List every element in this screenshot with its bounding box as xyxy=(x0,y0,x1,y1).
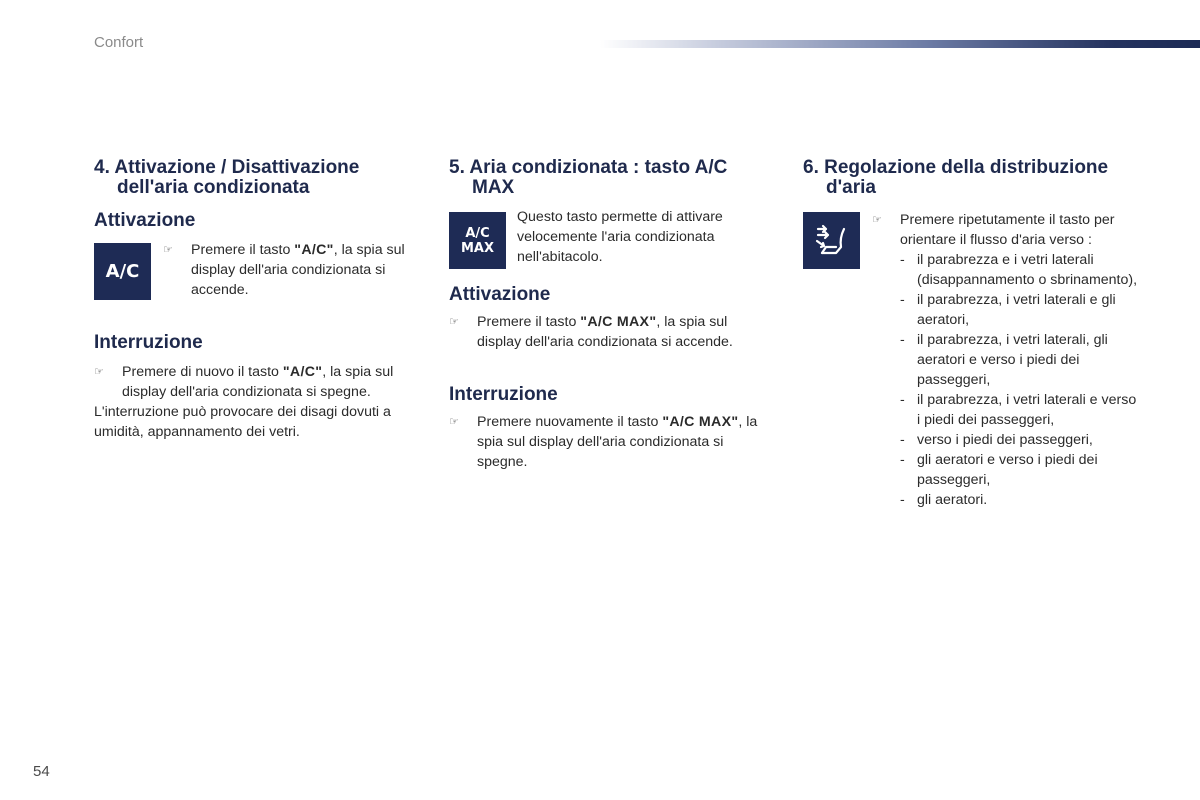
activation-pre: Premere il tasto xyxy=(477,314,581,330)
list-item: - gli aeratori. xyxy=(900,490,1143,510)
section-heading-4: 4. Attivazione / Disattivazione dell'aria condizionata xyxy=(94,157,360,198)
column-ac-toggle xyxy=(94,158,424,442)
ac-icon-label: A/C xyxy=(105,261,140,282)
list-item: - il parabrezza, i vetri laterali, gli aeratori e verso i piedi dei passeggeri, xyxy=(900,330,1143,390)
ac-max-icon-line2: MAX xyxy=(460,240,495,256)
activation-title: Attivazione xyxy=(449,284,551,305)
air-distribution-icon xyxy=(803,212,860,269)
activation-instruction xyxy=(449,312,769,352)
distribution-options xyxy=(900,250,1143,510)
stop-key: "A/C MAX" xyxy=(662,414,739,430)
stop-pre: Premere nuovamente il tasto xyxy=(477,414,663,430)
section-heading-6: 6. Regolazione della distribuzione d'aria xyxy=(803,157,1109,198)
stop-instruction xyxy=(94,362,424,402)
pointer-icon: ☞ xyxy=(94,366,104,378)
list-item: - gli aeratori e verso i piedi dei passeggeri, xyxy=(900,450,1143,490)
stop-post: , la spia sul display dell'aria condizionata si spegne. xyxy=(122,364,394,400)
list-item: - verso i piedi dei passeggeri, xyxy=(900,430,1143,450)
list-item: - il parabrezza, i vetri laterali e verso i piedi dei passeggeri, xyxy=(900,390,1143,430)
pointer-icon: ☞ xyxy=(872,214,882,226)
header-gradient-bar xyxy=(600,40,1200,48)
stop-pre: Premere di nuovo il tasto xyxy=(122,364,283,380)
activation-post: , la spia sul display dell'aria condizionata si accende. xyxy=(191,242,405,298)
page-number: 54 xyxy=(33,763,50,780)
pointer-icon: ☞ xyxy=(449,416,459,428)
stop-title: Interruzione xyxy=(449,384,558,405)
list-item: - il parabrezza e i vetri laterali (disappannamento o sbrinamento), xyxy=(900,250,1143,290)
distribution-intro-text: Premere ripetutamente il tasto per orientare il flusso d'aria verso : xyxy=(900,212,1115,248)
stop-post: , la spia sul display dell'aria condizionata si spegne. xyxy=(477,414,758,470)
stop-key: "A/C" xyxy=(282,364,323,380)
ac-button-icon xyxy=(94,243,151,300)
ac-max-intro: Questo tasto permette di attivare velocemente l'aria condizionata nell'abitacolo. xyxy=(517,209,723,265)
stop-note: L'interruzione può provocare dei disagi dovuti a umidità, appannamento dei vetri. xyxy=(94,404,391,440)
stop-title: Interruzione xyxy=(94,332,203,353)
pointer-icon: ☞ xyxy=(163,244,173,256)
activation-post: , la spia sul display dell'aria condizionata si accende. xyxy=(477,314,733,350)
activation-key: "A/C" xyxy=(294,242,334,258)
pointer-icon: ☞ xyxy=(449,316,459,328)
activation-pre: Premere il tasto xyxy=(191,242,295,258)
stop-instruction xyxy=(449,412,769,472)
column-air-distribution xyxy=(803,158,1143,510)
distribution-intro xyxy=(872,210,1143,250)
ac-max-button-icon xyxy=(449,212,506,269)
section-heading-5: 5. Aria condizionata : tasto A/C MAX xyxy=(449,157,728,198)
activation-title: Attivazione xyxy=(94,210,196,231)
list-item: - il parabrezza, i vetri laterali e gli aeratori, xyxy=(900,290,1143,330)
seat-airflow-icon xyxy=(812,223,852,259)
activation-key: "A/C MAX" xyxy=(580,314,657,330)
activation-instruction xyxy=(163,240,416,300)
section-label: Confort xyxy=(94,34,144,51)
ac-max-icon-line1: A/C xyxy=(465,225,490,241)
column-ac-max xyxy=(449,158,769,472)
